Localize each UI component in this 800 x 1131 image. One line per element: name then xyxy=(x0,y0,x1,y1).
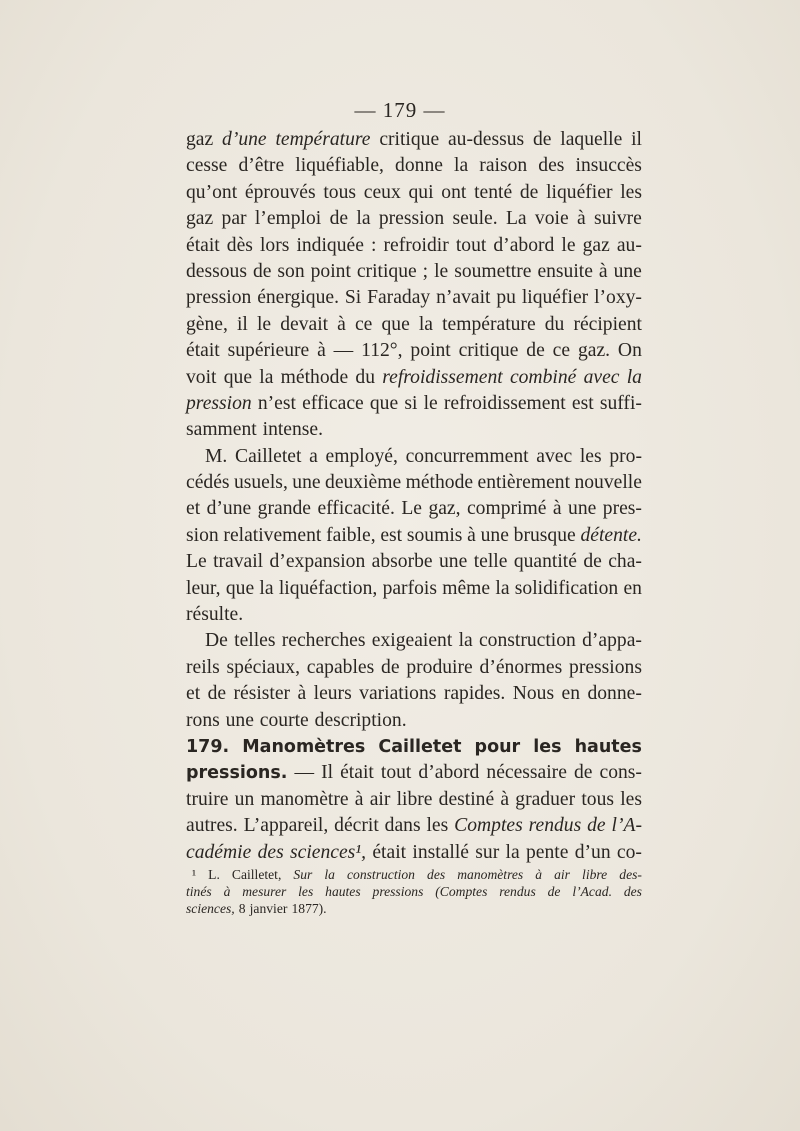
text-line: autres. L’appareil, décrit dans les Comptes rendus de l’A- xyxy=(186,815,642,837)
text-line: était supérieure à — 112°, point critique de ce gaz. On xyxy=(186,340,642,362)
text-line: pression énergique. Si Faraday n’avait pu liquéfier l’oxy- xyxy=(186,287,642,309)
text-line: et de résister à leurs variations rapides. Nous en donne- xyxy=(186,683,642,705)
page-number: — 179 — xyxy=(354,98,446,122)
text-line: Le travail d’expansion absorbe une telle quantité de cha- xyxy=(186,551,642,573)
text-line: pression n’est efficace que si le refroidissement est suffi- xyxy=(186,392,642,414)
text-line: De telles recherches exigeaient la construction d’appa- xyxy=(205,630,642,652)
text-line: voit que la méthode du refroidissement combiné avec la xyxy=(186,366,642,388)
footnote-line: sciences, 8 janvier 1877). xyxy=(186,901,327,916)
section-heading-line: 179. Manomètres Cailletet pour les hautes xyxy=(186,736,642,757)
text-line: qu’ont éprouvés tous ceux qui ont tenté de liquéfier les xyxy=(186,181,642,203)
text-line: M. Cailletet a employé, concurremment avec les pro- xyxy=(205,445,642,467)
text-line: dessous de son point critique ; le soumettre ensuite à une xyxy=(186,260,642,282)
body-text xyxy=(186,127,642,866)
text-line: cesse d’être liquéfiable, donne la raison des insuccès xyxy=(186,155,642,177)
text-line: truire un manomètre à air libre destiné à graduer tous les xyxy=(186,788,642,810)
text-line: rons une courte description. xyxy=(186,709,407,731)
footnote xyxy=(186,866,642,917)
footnote-line: tinés à mesurer les hautes pressions (Comptes rendus de l’Acad. des xyxy=(186,884,642,899)
text-line: résulte. xyxy=(186,604,244,626)
text-line: cadémie des sciences¹, était installé sur la pente d’un co- xyxy=(186,841,642,863)
text-line: gaz par l’emploi de la pression seule. La voie à suivre xyxy=(186,208,642,230)
footnote-line: ¹ L. Cailletet, Sur la construction des manomètres à air libre des- xyxy=(192,867,642,882)
text-line: était dès lors indiquée : refroidir tout d’abord le gaz au- xyxy=(186,234,642,256)
text-line: et d’une grande efficacité. Le gaz, comprimé à une pres- xyxy=(186,498,642,520)
text-line: gène, il le devait à ce que la température du récipient xyxy=(186,313,642,335)
text-line: gaz d’une température critique au-dessus de laquelle il xyxy=(186,129,642,150)
text-line: cédés usuels, une deuxième méthode entièrement nouvelle xyxy=(186,472,642,494)
text-line: sion relativement faible, est soumis à une brusque détente. xyxy=(186,524,642,546)
text-line: reils spéciaux, capables de produire d’énormes pressions xyxy=(186,656,642,678)
text-line: pressions. — Il était tout d’abord nécessaire de cons- xyxy=(186,762,642,784)
text-line: leur, que la liquéfaction, parfois même la solidification en xyxy=(186,577,642,599)
text-line: samment intense. xyxy=(186,419,324,441)
